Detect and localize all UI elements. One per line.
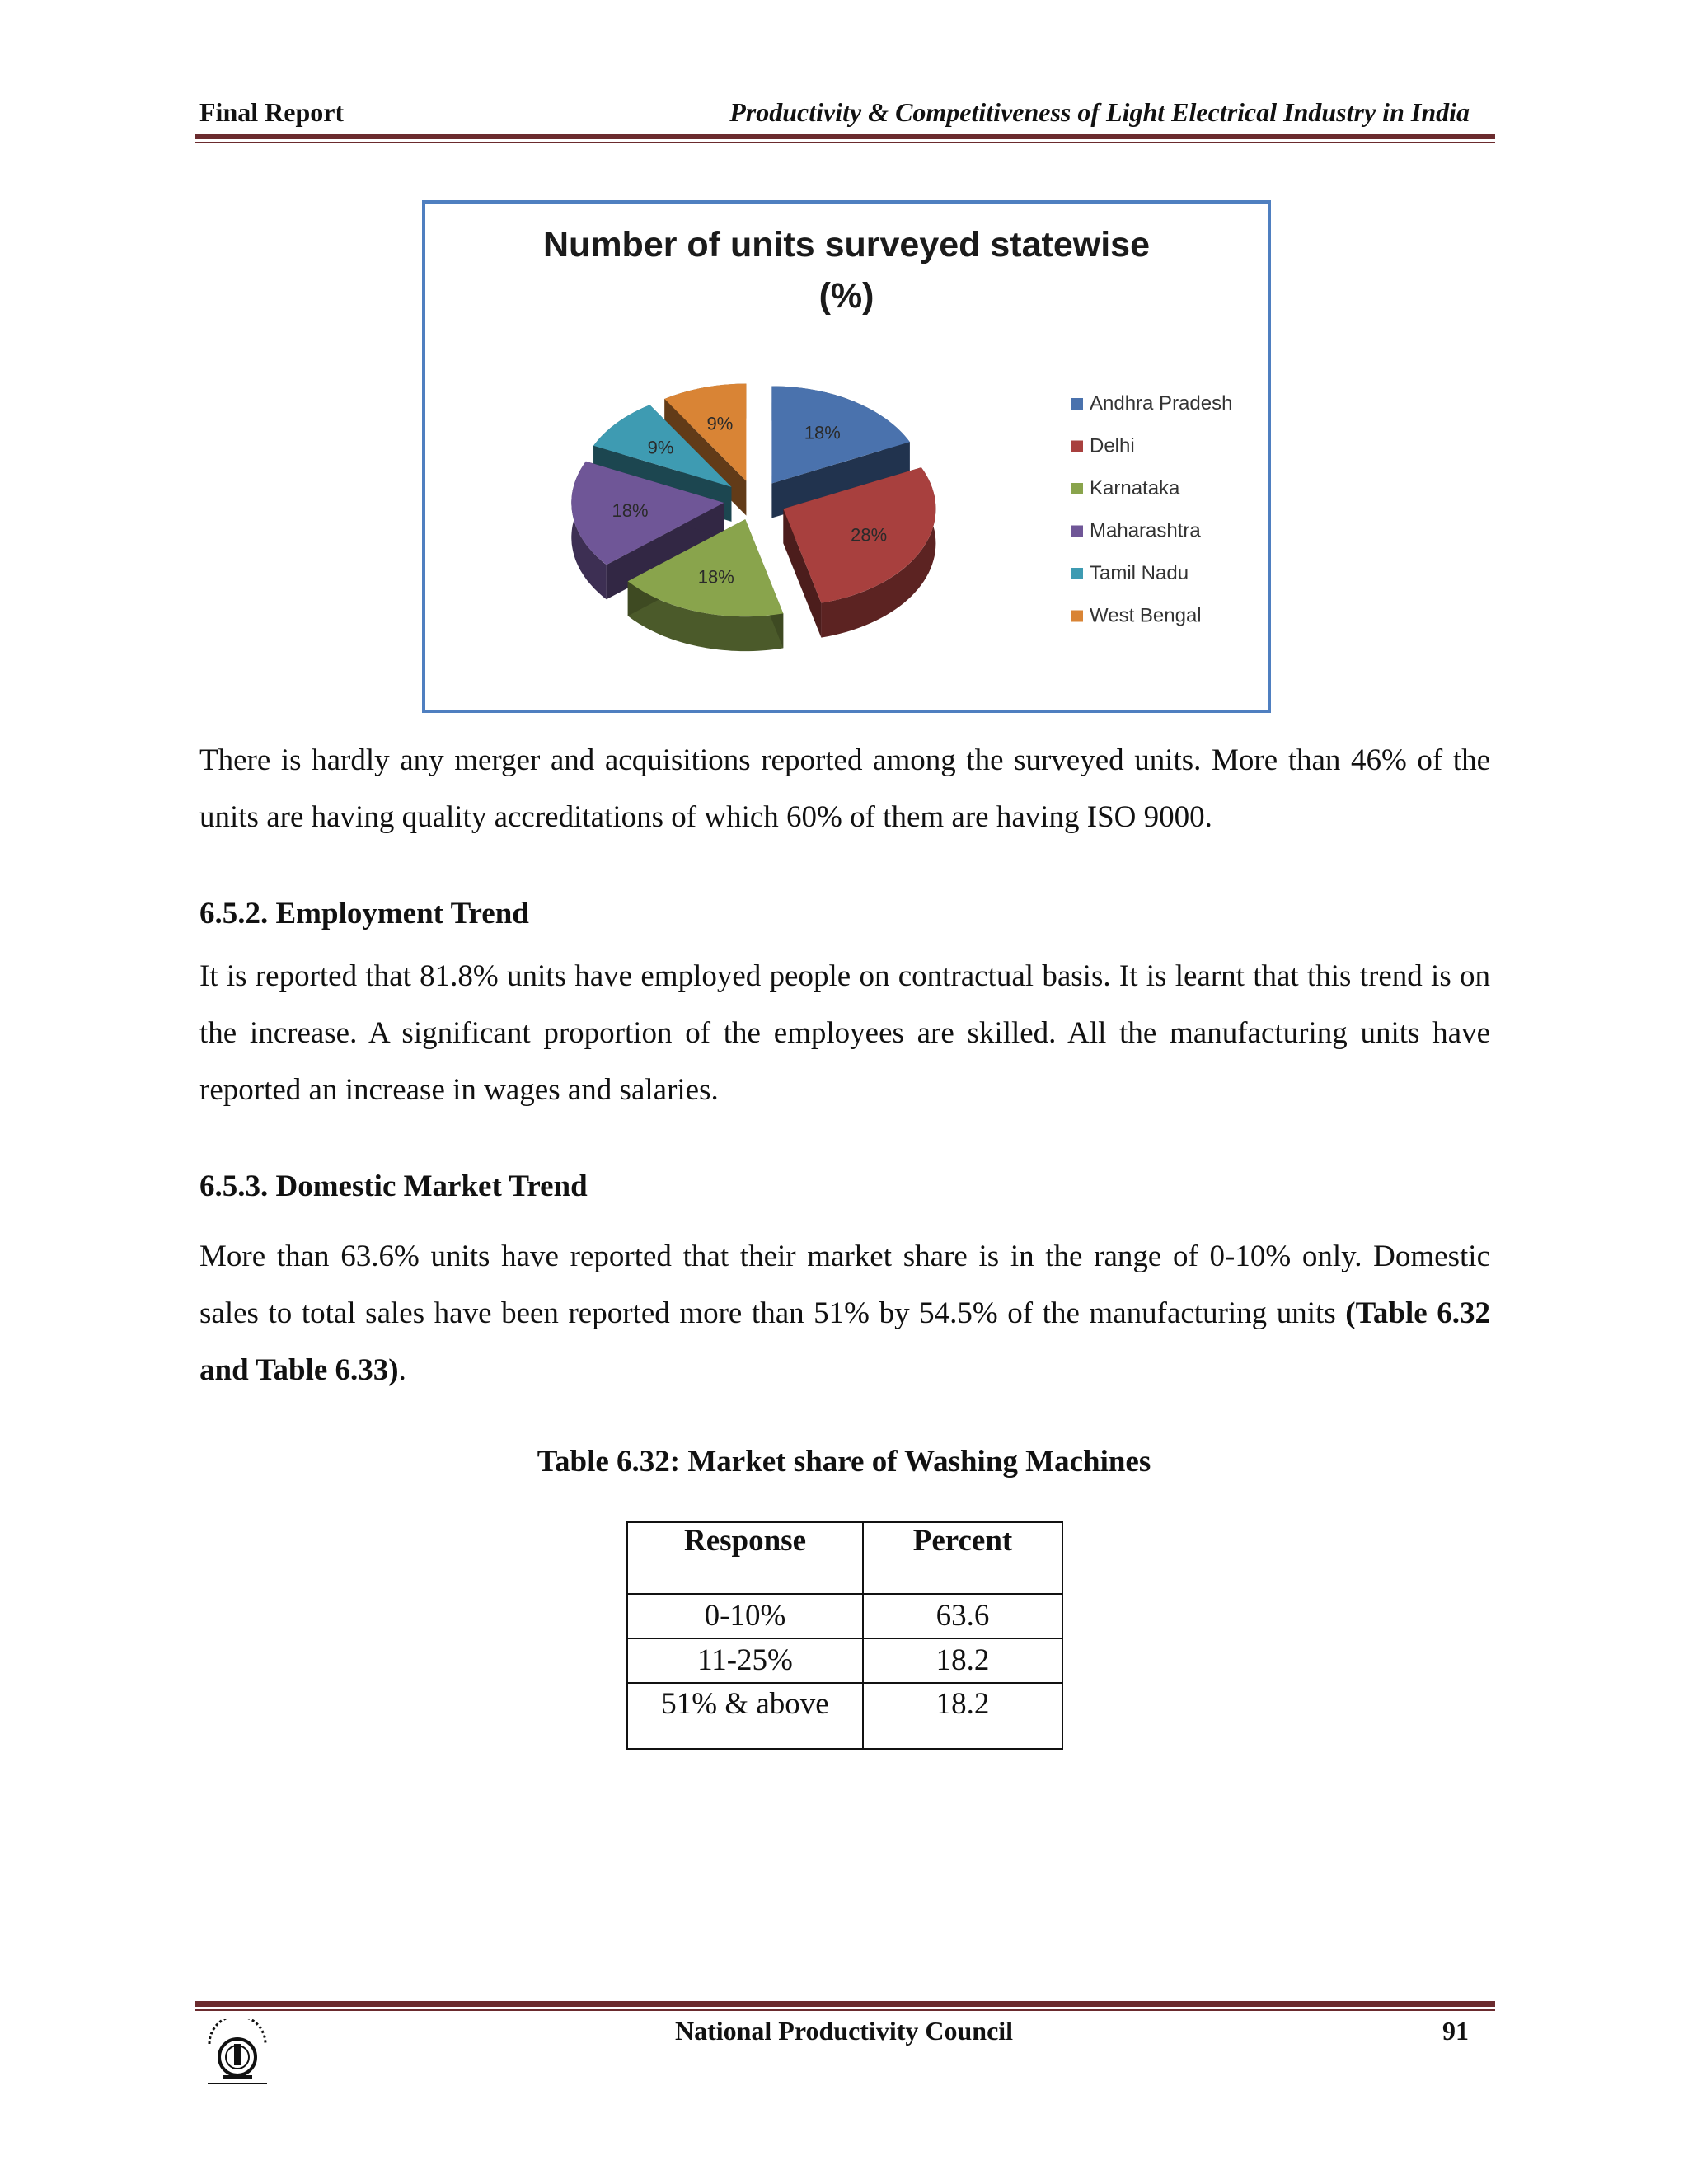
paragraph-employment: It is reported that 81.8% units have employed people on contractual basis. It is learnt that this trend is on the increase. A significant proportion of the employees are skilled. All the manufacturing units have reported an increase in wages and salaries. xyxy=(199,959,1490,1107)
legend-label: Delhi xyxy=(1090,434,1135,457)
legend-swatch xyxy=(1071,441,1083,452)
pie-data-label: 28% xyxy=(851,524,888,546)
legend-label: Maharashtra xyxy=(1090,519,1201,542)
legend-swatch xyxy=(1071,398,1083,410)
paragraph-domestic-market xyxy=(199,1228,1490,1399)
paragraph-domestic-text: More than 63.6% units have reported that their market share is in the range of 0-10% only. Domestic sales to total sales have been reported more than 51% by 54.5% of the manufacturing units xyxy=(199,1240,1490,1330)
legend-label: Tamil Nadu xyxy=(1090,562,1189,584)
table-cell-response: 0-10% xyxy=(627,1594,863,1638)
heading-domestic-market-trend: 6.5.3. Domestic Market Trend xyxy=(199,1169,588,1203)
table-header-percent: Percent xyxy=(863,1522,1062,1594)
table-cell-response: 51% & above xyxy=(627,1683,863,1749)
legend-swatch xyxy=(1071,483,1083,494)
footer-rule-thin xyxy=(195,2009,1495,2011)
table-cell-percent: 63.6 xyxy=(863,1594,1062,1638)
pie-chart-frame xyxy=(422,200,1271,713)
table-header-response: Response xyxy=(627,1522,863,1594)
pie-data-label: 9% xyxy=(647,437,674,458)
pie-chart xyxy=(425,204,1268,710)
paragraph-domestic-end: . xyxy=(398,1353,406,1387)
chart-legend xyxy=(1071,392,1232,627)
pie-data-label: 18% xyxy=(612,500,649,522)
table-row xyxy=(627,1594,1062,1638)
table-header-row xyxy=(627,1522,1062,1594)
header-rule xyxy=(195,134,1495,139)
table-row xyxy=(627,1683,1062,1749)
table-cell-percent: 18.2 xyxy=(863,1683,1062,1749)
table-row xyxy=(627,1638,1062,1683)
paragraph-domestic-table-ref: (Table 6.32 and Table 6.33) xyxy=(199,1296,1490,1387)
table-cell-percent: 18.2 xyxy=(863,1638,1062,1683)
table-cell-response: 11-25% xyxy=(627,1638,863,1683)
pie-data-label: 9% xyxy=(706,413,734,434)
header-right-title: Productivity & Competitiveness of Light Electrical Industry in India xyxy=(729,97,1470,127)
legend-label: Karnataka xyxy=(1090,477,1180,499)
market-share-table xyxy=(626,1521,1063,1750)
legend-swatch xyxy=(1071,611,1083,622)
legend-label: Andhra Pradesh xyxy=(1090,392,1233,415)
legend-swatch xyxy=(1071,568,1083,579)
paragraph-mergers: There is hardly any merger and acquisitions reported among the surveyed units. More than 46% of the units are having quality accreditations of which 60% of them are having ISO 9000. xyxy=(199,743,1490,834)
pie-data-label: 18% xyxy=(804,422,841,443)
page-number: 91 xyxy=(1442,2016,1469,2046)
header-left-title: Final Report xyxy=(199,97,345,127)
legend-label: West Bengal xyxy=(1090,604,1202,627)
header-rule-thin xyxy=(195,142,1495,143)
heading-employment-trend: 6.5.2. Employment Trend xyxy=(199,897,529,930)
table-caption: Table 6.32: Market share of Washing Machines xyxy=(537,1445,1151,1479)
chart-title-line1: Number of units surveyed statewise xyxy=(543,225,1150,265)
chart-title-line2: (%) xyxy=(818,276,874,316)
pie-data-label: 18% xyxy=(697,566,734,588)
footer-organization: National Productivity Council xyxy=(674,2016,1014,2046)
footer-rule xyxy=(195,2001,1495,2007)
legend-swatch xyxy=(1071,526,1083,537)
